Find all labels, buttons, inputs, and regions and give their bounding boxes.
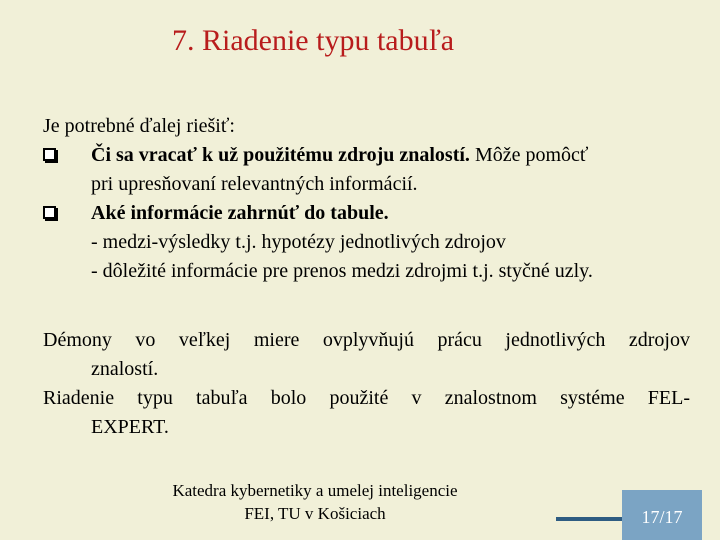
bullet-2-bold: Aké informácie zahrnúť do tabule. (91, 202, 389, 224)
paragraphs (43, 326, 690, 442)
bullet-1-bold: Či sa vracať k už použitému zdroju znalostí. (91, 144, 470, 166)
paragraph-2-cont: EXPERT. (91, 416, 169, 438)
page-number: 17/17 (641, 507, 683, 527)
paragraph-2-first: Riadenie typu tabuľa bolo použité v znalostnom systéme FEL- (43, 387, 690, 409)
paragraph-1-first: Démony vo veľkej miere ovplyvňujú prácu jednotlivých zdrojov (43, 329, 690, 351)
paragraph-1-cont: znalostí. (91, 358, 159, 380)
checkbox-bullet-icon (43, 148, 56, 161)
bullet-1-rest: Môže pomôcť (469, 144, 589, 166)
bullet-2-sub-1: - medzi-výsledky t.j. hypotézy jednotlivých zdrojov (91, 231, 506, 253)
bullet-1-continuation: pri upresňovaní relevantných informácií. (91, 173, 418, 195)
page-number-box (622, 490, 702, 540)
footer-rule (556, 517, 622, 521)
intro-text: Je potrebné ďalej riešiť: (43, 115, 235, 137)
slide-body (43, 112, 695, 286)
slide-title: 7. Riadenie typu tabuľa (172, 24, 455, 57)
footer-university: FEI, TU v Košiciach (244, 504, 386, 523)
footer (140, 479, 490, 525)
bullet-2-sub-2: - dôležité informácie pre prenos medzi zdrojmi t.j. styčné uzly. (91, 260, 593, 282)
bullet-item-2 (43, 199, 695, 228)
bullet-item-1 (43, 141, 695, 170)
checkbox-bullet-icon (43, 206, 56, 219)
footer-department: Katedra kybernetiky a umelej inteligencie (172, 481, 458, 500)
